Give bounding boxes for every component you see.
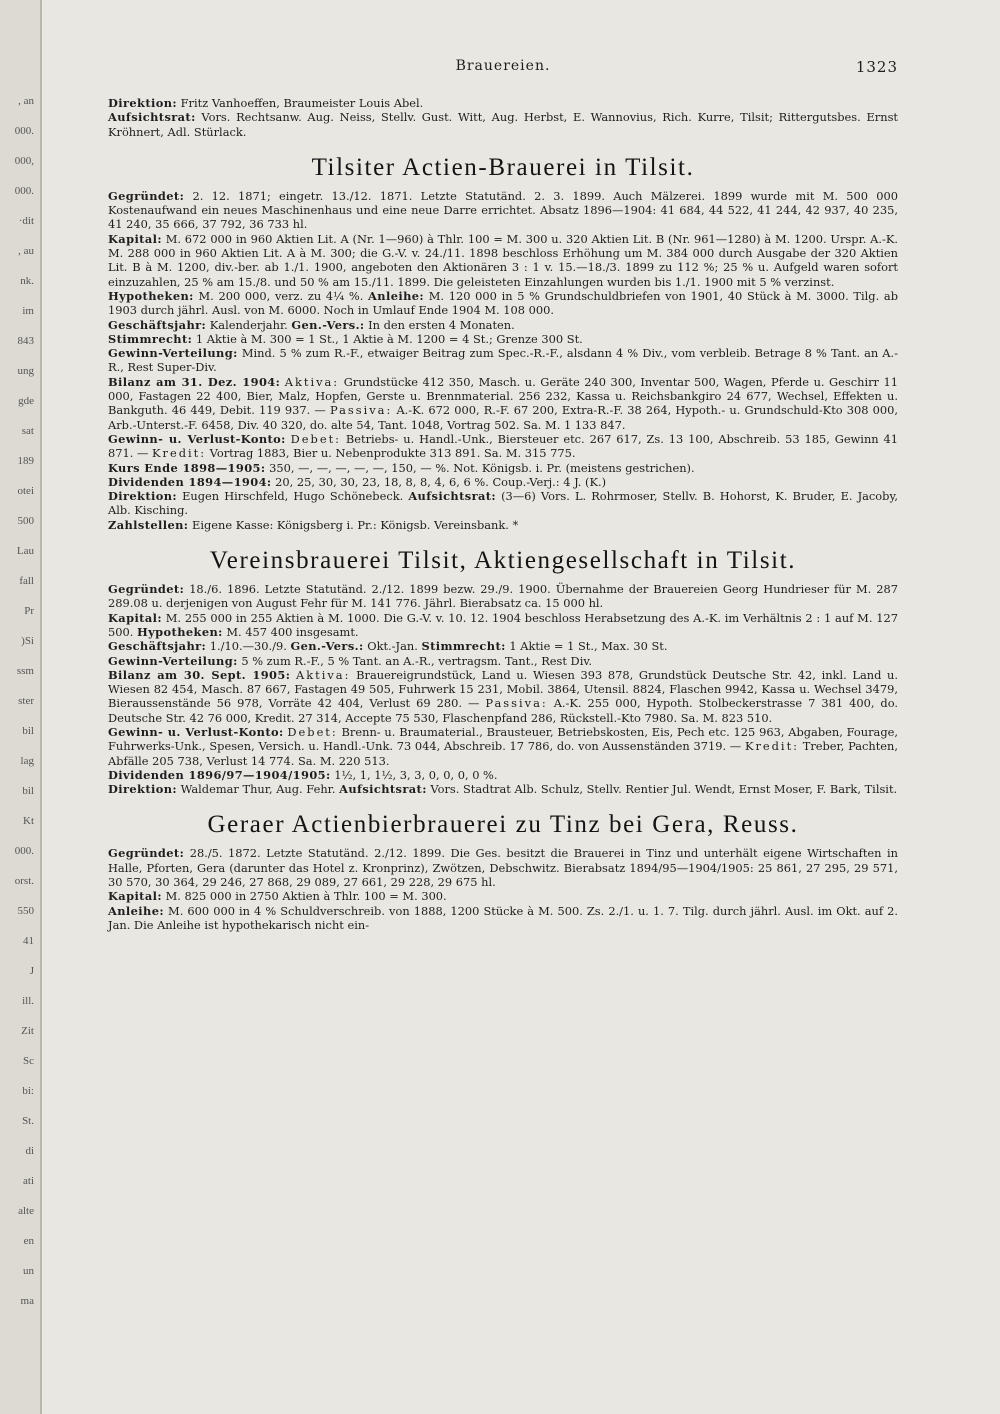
gutter-fragment: 843 (17, 335, 34, 347)
text: (3—6) Vors. L. Rohrmoser, Stellv. B. Hohorst, K. Bruder, E. Jacoby, Alb. Kisching. (108, 489, 899, 518)
gutter-fragment: , au (18, 245, 34, 257)
label: Gewinn-Verteilung: (108, 653, 238, 668)
text: Waldemar Thur, Aug. Fehr. (180, 782, 336, 797)
label: Debet: (290, 431, 341, 446)
text: A.-K. 672 000, R.-F. 67 200, Extra-R.-F. 38 264, Hypoth.- u. Grundschuld-Kto 308 000, Arb.-Unterst.-F. 6458, Div. 40 320, do. alte 54, Tant. 1048, Vortrag 502. Sa. M. 1 133 847. (108, 403, 899, 432)
label: Bilanz am 31. Dez. 1904: (108, 374, 281, 389)
gutter-fragment: bi: (22, 1085, 34, 1097)
label: Geschäftsjahr: (108, 639, 207, 654)
paragraph (108, 375, 898, 432)
paragraph (108, 475, 898, 489)
gutter-fragment: en (23, 1235, 34, 1247)
company-entry-tilsiter (108, 189, 898, 532)
text: Brenn- u. Braumaterial., Brausteuer, Betriebskosten, Eis, Pech etc. 125 963, Abgaben, Fourage, Fuhrwerks-Unk., Spesen, Versich. u. Handl.-Unk. 73 044, Abschreib. 17 786, do. von Aussenständen 3719. — (108, 724, 899, 754)
label: Geschäftsjahr: (108, 317, 207, 332)
gutter-fragment: , an (18, 95, 34, 107)
paragraph (108, 668, 898, 725)
left-margin-gutter (0, 0, 42, 1414)
label: Passiva: (329, 403, 393, 418)
gutter-fragment: 189 (17, 455, 34, 467)
paragraph (108, 639, 898, 653)
text: 1 Aktie à M. 300 = 1 St., 1 Aktie à M. 1200 = 4 St.; Grenze 300 St. (195, 331, 583, 346)
label: Aktiva: (284, 374, 340, 389)
gutter-fragment: Lau (16, 545, 34, 557)
label: Stimmrecht: (108, 331, 193, 346)
text: 1½, 1, 1½, 3, 3, 0, 0, 0, 0 %. (334, 767, 498, 782)
paragraph (108, 110, 898, 139)
gutter-fragment: 000, (14, 155, 34, 167)
section-heading: Tilsiter Actien-Brauerei in Tilsit. (311, 153, 695, 181)
text: M. 120 000 in 5 % Grundschuldbriefen von 1901, 40 Stück à M. 3000. Tilg. ab 1903 durch jährl. Ausl. von M. 6000. Noch in Umlauf Ende 1904 M. 108 000. (108, 288, 898, 318)
gutter-fragment: ssm (16, 665, 34, 677)
text: 5 % zum R.-F., 5 % Tant. an A.-R., vertragsm. Tant., Rest Div. (241, 653, 593, 668)
paragraph (108, 96, 898, 110)
label: Gewinn-Verteilung: (108, 346, 238, 361)
gutter-fragment: alte (18, 1205, 34, 1217)
label: Kurs Ende 1898—1905: (108, 460, 266, 475)
paragraph (108, 904, 898, 933)
text: Mind. 5 % zum R.-F., etwaiger Beitrag zum Spec.-R.-F., alsdann 4 % Div., vom verbleib. Betrage 8 % Tant. an A.-R., Rest Super-Div. (108, 346, 899, 375)
text: Okt.-Jan. (367, 639, 418, 654)
paragraph (108, 189, 898, 232)
label: Kredit: (152, 446, 207, 461)
text: M. 600 000 in 4 % Schuldverschreib. von 1888, 1200 Stücke à M. 500. Zs. 2./1. u. 1. 7. Tilg. durch jährl. Ausl. im Okt. auf 2. Jan. Die Anleihe ist hypothekarisch nicht ein- (108, 903, 899, 932)
label: Gegründet: (108, 188, 185, 203)
gutter-fragment: gde (18, 395, 34, 407)
label: Kapital: (108, 889, 162, 904)
text: Betriebs- u. Handl.-Unk., Biersteuer etc. 267 617, Zs. 13 100, Abschreib. 53 185, Gewinn 41 871. — (108, 431, 899, 461)
gutter-fragment: 000. (14, 125, 34, 137)
label: Aufsichtsrat: (408, 489, 497, 504)
gutter-fragment: un (23, 1265, 34, 1277)
gutter-fragment: sat (21, 425, 34, 437)
paragraph (108, 332, 898, 346)
text: 350, —, —, —, —, —, 150, — %. Not. Königsb. i. Pr. (meistens gestrichen). (269, 460, 695, 475)
text: 1./10.—30./9. (209, 639, 287, 654)
gutter-fragment: orst. (14, 875, 34, 887)
label: Passiva: (485, 696, 548, 711)
gutter-fragment: bil (22, 785, 34, 797)
text: Fritz Vanhoeffen, Braumeister Louis Abel. (180, 96, 424, 110)
label: Kredit: (744, 739, 799, 754)
company-entry-geraer (108, 846, 898, 932)
document-page (108, 58, 898, 932)
text: Vors. Rechtsanw. Aug. Neiss, Stellv. Gust. Witt, Aug. Herbst, E. Wannovius, Rich. Kurre, Tilsit; Rittergutsbes. Ernst Kröhnert, Adl. Stürlack. (108, 110, 898, 139)
paragraph (108, 582, 898, 611)
label: Dividenden 1896/97—1904/1905: (108, 767, 331, 782)
gutter-fragment: Sc (23, 1055, 34, 1067)
text: M. 672 000 in 960 Aktien Lit. A (Nr. 1—960) à Thlr. 100 = M. 300 u. 320 Aktien Lit. B (Nr. 961—1280) à M. 1200. Urspr. A.-K. M. 288 000 in 960 Aktien Lit. A à M. 300; die G.-V. v. 24./11. 1898 beschloss Erhöhung um M. 384 000 durch Ausgabe der 320 Aktien Lit. B à M. 1200, div.-ber. ab 1./1. 1900, angeboten den Aktionären 3 : 1 v. 15.—18./3. 1899 zu 112 %; 25 % u. Aufgeld waren sofort einzuzahlen, 25 % am 15./8. und 50 % am 15./11. 1899. Die geleisteten Einzahlungen wurden bis 1./1. 1900 mit 5 % verzinst. (108, 231, 898, 289)
gutter-fragment: 550 (17, 905, 34, 917)
label: Direktion: (108, 782, 178, 797)
label: Bilanz am 30. Sept. 1905: (108, 667, 291, 682)
gutter-fragment: 41 (23, 935, 34, 947)
gutter-fragment: ster (18, 695, 34, 707)
text: 1 Aktie = 1 St., Max. 30 St. (509, 639, 668, 654)
gutter-fragment: Kt (23, 815, 34, 827)
text: M. 457 400 insgesamt. (226, 624, 359, 639)
label: Aktiva: (296, 667, 351, 682)
gutter-fragment: )Si (21, 635, 34, 647)
label: Debet: (287, 724, 338, 739)
section-heading: Geraer Actienbierbrauerei zu Tinz bei Gera, Reuss. (207, 811, 799, 839)
text: 28./5. 1872. Letzte Statutänd. 2./12. 1899. Die Ges. besitzt die Brauerei in Tinz und unterhält eigene Wirtschaften in Halle, Pforten, Gera (darunter das Hotel z. Kronprinz), Zwötzen, Debschwitz. Bierabsatz 1894/95—1904/1905: 25 861, 27 295, 29 571, 30 570, 30 364, 29 246, 27 868, 29 089, 27 661, 29 228, 29 675 hl. (108, 846, 898, 890)
gutter-fragment: St. (22, 1115, 34, 1127)
text: Brauereigrundstück, Land u. Wiesen 393 878, Grundstück Deutsche Str. 42, inkl. Land u. Wiesen 82 454, Masch. 87 667, Fastagen 49 505, Fuhrwerk 15 231, Mobil. 3864, Utensil. 8824, Flaschen 9942, Kassa u. Wechsel 3479, Bieraussenstände 56 978, Vorräte 42 404, Verlust 69 280. — (108, 667, 899, 711)
text: Grundstücke 412 350, Masch. u. Geräte 240 300, Inventar 500, Wagen, Pferde u. Geschirr 11 000, Fastagen 22 400, Bier, Malz, Hopfen, Gerste u. Brennmaterial. 256 232, Kassa u. Reichsbankgiro 24 677, Wechsel, Effekten u. Bankguth. 46 449, Debit. 119 937. — (108, 374, 898, 418)
text: In den ersten 4 Monaten. (368, 317, 515, 332)
gutter-fragment: ill. (22, 995, 34, 1007)
gutter-fragment: Pr (24, 605, 34, 617)
gutter-fragment: fall (19, 575, 34, 587)
label: Stimmrecht: (421, 639, 506, 654)
paragraph (108, 518, 898, 532)
text: Eigene Kasse: Königsberg i. Pr.: Königsb. Vereinsbank. * (192, 517, 519, 532)
label: Dividenden 1894—1904: (108, 474, 272, 489)
label: Gewinn- u. Verlust-Konto: (108, 431, 286, 446)
text: Eugen Hirschfeld, Hugo Schönebeck. (182, 489, 404, 504)
label: Hypotheken: (108, 288, 194, 303)
paragraph (108, 782, 898, 796)
paragraph (108, 489, 898, 518)
text: 20, 25, 30, 30, 23, 18, 8, 8, 4, 6, 6 %. Coup.-Verj.: 4 J. (K.) (275, 474, 607, 489)
text: Treber, Pachten, Abfälle 205 738, Verlust 14 774. Sa. M. 220 513. (108, 739, 899, 768)
text: M. 255 000 in 255 Aktien à M. 1000. Die G.-V. v. 10. 12. 1904 beschloss Herabsetzung des A.-K. im Verhältnis 2 : 1 auf M. 127 500. (108, 610, 898, 639)
label: Aufsichtsrat: (108, 110, 196, 125)
label: Direktion: (108, 489, 178, 504)
gutter-fragment: 500 (17, 515, 34, 527)
gutter-fragment: bil (22, 725, 34, 737)
paragraph (108, 432, 898, 461)
section-heading: Vereinsbrauerei Tilsit, Aktiengesellschaft in Tilsit. (209, 547, 797, 575)
text: M. 200 000, verz. zu 4¼ %. (198, 288, 364, 303)
label: Kapital: (108, 610, 162, 625)
paragraph (108, 318, 898, 332)
label: Gen.-Vers.: (291, 317, 365, 332)
text: Vortrag 1883, Bier u. Nebenprodukte 313 891. Sa. M. 315 775. (209, 446, 576, 461)
gutter-fragment: ma (20, 1295, 34, 1307)
paragraph (108, 232, 898, 289)
paragraph (108, 768, 898, 782)
paragraph (108, 611, 898, 640)
gutter-fragment: lag (20, 755, 34, 767)
gutter-fragment: 000. (14, 185, 34, 197)
carry-over-entry (108, 96, 898, 139)
gutter-fragment: di (25, 1145, 34, 1157)
text: A.-K. 255 000, Hypoth. Stolbeckerstrasse 7 381 400, do. Deutsche Str. 42 76 000, Kredit. 27 314, Accepte 75 530, Flaschenpfand 286, Rückstell.-Kto 7980. Sa. M. 823 510. (108, 696, 899, 725)
label: Aufsichtsrat: (339, 782, 427, 797)
company-entry-vereinsbrauerei (108, 582, 898, 796)
paragraph (108, 461, 898, 475)
label: Gegründet: (108, 846, 185, 861)
running-head (108, 58, 898, 82)
paragraph (108, 346, 898, 375)
label: Kapital: (108, 231, 162, 246)
label: Gewinn- u. Verlust-Konto: (108, 724, 284, 739)
gutter-fragment: 000. (14, 845, 34, 857)
label: Gegründet: (108, 582, 185, 597)
text: 18./6. 1896. Letzte Statutänd. 2./12. 1899 bezw. 29./9. 1900. Übernahme der Brauereien Georg Hundrieser für M. 287 289.08 u. derjenigen von August Fehr für M. 141 776. Jährl. Bierabsatz ca. 15 000 hl. (108, 582, 899, 611)
text: 2. 12. 1871; eingetr. 13./12. 1871. Letzte Statutänd. 2. 3. 1899. Auch Mälzerei. 1899 wurde mit M. 500 000 Kostenaufwand ein neues Maschinenhaus und eine neue Darre errichtet. Absatz 1896—1904: 41 684, 44 522, 41 244, 42 937, 40 235, 41 240, 35 666, 37 792, 36 733 hl. (108, 188, 898, 232)
paragraph (108, 289, 898, 318)
page-number: 1323 (855, 58, 898, 76)
label: Hypotheken: (137, 624, 223, 639)
gutter-fragment: im (22, 305, 34, 317)
gutter-fragment: Zit (21, 1025, 34, 1037)
text: M. 825 000 in 2750 Aktien à Thlr. 100 = M. 300. (165, 889, 447, 904)
label: Zahlstellen: (108, 517, 189, 532)
text: Vors. Stadtrat Alb. Schulz, Stellv. Rentier Jul. Wendt, Ernst Moser, F. Bark, Tilsit. (430, 782, 898, 797)
text: Kalenderjahr. (209, 317, 288, 332)
paragraph (108, 725, 898, 768)
paragraph (108, 889, 898, 903)
page-title: Brauereien. (455, 58, 551, 74)
gutter-fragment: J (29, 965, 34, 977)
gutter-fragment: ati (23, 1175, 34, 1187)
paragraph (108, 846, 898, 889)
label: Direktion: (108, 96, 178, 110)
label: Anleihe: (368, 288, 425, 303)
gutter-fragment: nk. (20, 275, 34, 287)
gutter-fragment: otei (17, 485, 34, 497)
label: Anleihe: (108, 903, 164, 918)
gutter-fragment: ·dit (18, 215, 34, 227)
label: Gen.-Vers.: (290, 639, 364, 654)
gutter-fragment: ung (17, 365, 34, 377)
paragraph (108, 654, 898, 668)
